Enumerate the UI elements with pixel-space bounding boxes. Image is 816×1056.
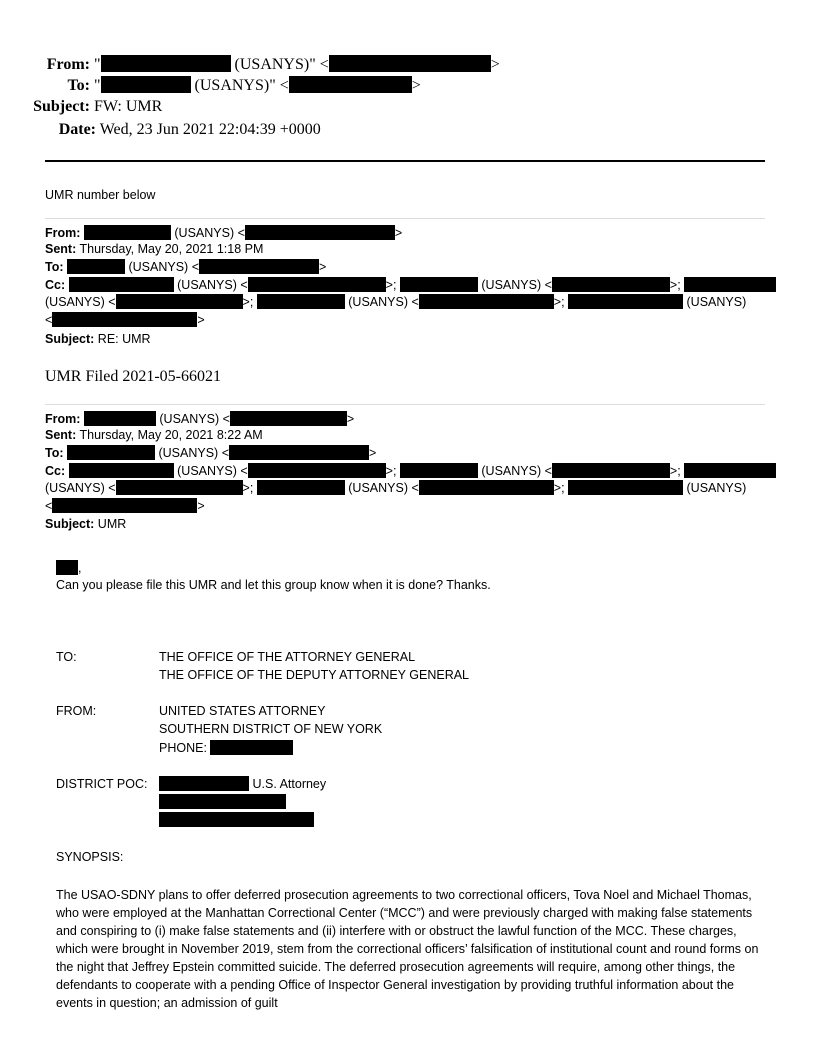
org: (USANYS) [481, 278, 542, 292]
redaction [116, 294, 243, 309]
value: UNITED STATES ATTORNEY [159, 704, 326, 718]
memo-from-line: SOUTHERN DISTRICT OF NEW YORK [159, 722, 383, 736]
label: To: [45, 260, 64, 274]
msg1-cc: Cc: (USANYS) < >; (USANYS) < >; [45, 277, 776, 292]
org: (USANYS) [348, 481, 408, 495]
memo-to-line: THE OFFICE OF THE DEPUTY ATTORNEY GENERAL [159, 668, 470, 682]
msg1-to: To: (USANYS) < > [45, 260, 327, 274]
redaction [684, 463, 776, 478]
value: Wed, 23 Jun 2021 22:04:39 +0000 [99, 121, 321, 138]
org: (USANYS) [45, 481, 105, 495]
org: (USANYS) [481, 464, 542, 478]
redaction [84, 411, 156, 426]
poc-line [159, 794, 286, 809]
synopsis-label: SYNOPSIS: [56, 850, 124, 864]
msg2-subject [45, 517, 126, 531]
label: Sent: [45, 242, 77, 256]
header-subject [0, 98, 162, 116]
redaction [101, 76, 191, 93]
label: Sent: [45, 428, 77, 442]
org: (USANYS) [158, 446, 219, 460]
redaction [52, 498, 197, 513]
synopsis-text: The USAO-SDNY plans to offer deferred prosecution agreements to two correctional officers, Tova Noel and Michael Thomas, who were employed at the Manhattan Correctional Center (“MCC”) and were previously charged with making false statements and conspiring to (i) make false statements and (ii) interfere with or obstruct the lawful function of the MCC. These charges, which were brought in November 2019, stem from the correctional officers’ falsification of institutional count and round forms on the night that Jeffrey Epstein committed suicide. The deferred prosecution agreements will require, among other things, the defendants to cooperate with a pending Office of Inspector General investigation by providing truthful information about the events in question; an admission of guilt [56, 888, 759, 1010]
redaction [684, 277, 776, 292]
label: DISTRICT POC: [56, 777, 148, 791]
org: (USANYS) [174, 226, 235, 240]
org: (USANYS) [348, 295, 408, 309]
redaction [210, 740, 293, 755]
msg2-from: From: (USANYS) < > [45, 412, 355, 426]
msg2-cc-cont2: < > [45, 499, 205, 513]
redaction [116, 480, 243, 495]
org: (USANYS) [177, 278, 237, 292]
redaction [56, 560, 78, 575]
value: UMR [97, 517, 127, 531]
header-from: From: " (USANYS)" < > [0, 55, 500, 74]
org: (USANYS)" [194, 77, 276, 94]
redaction [552, 277, 670, 292]
redaction [159, 794, 286, 809]
org: (USANYS) [686, 295, 747, 309]
comma: , [78, 561, 82, 575]
header-to: To: " (USANYS)" < > [0, 76, 421, 95]
msg2-cc-cont: (USANYS) < >; (USANYS) < >; (USANYS) [45, 481, 747, 495]
divider [45, 160, 765, 162]
redaction [248, 277, 386, 292]
redaction [69, 463, 174, 478]
redaction [84, 225, 171, 240]
label: To: [67, 77, 90, 94]
redaction [400, 277, 478, 292]
label: FROM: [56, 704, 97, 718]
memo-to [56, 650, 415, 664]
value: THE OFFICE OF THE ATTORNEY GENERAL [159, 650, 416, 664]
msg1-sent [45, 242, 263, 256]
msg1-cc-cont: (USANYS) < >; (USANYS) < >; (USANYS) [45, 295, 747, 309]
value: FW: UMR [94, 98, 163, 115]
label: Subject: [45, 332, 95, 346]
label: From: [45, 412, 81, 426]
label: Subject: [45, 517, 95, 531]
label: TO: [56, 650, 77, 664]
divider [45, 404, 765, 405]
memo-poc [56, 776, 326, 791]
redaction [159, 776, 249, 791]
memo-from [56, 704, 325, 718]
label: From: [46, 56, 90, 73]
value: RE: UMR [97, 332, 151, 346]
label: To: [45, 446, 64, 460]
label: Date: [58, 121, 96, 138]
msg2-to: To: (USANYS) < > [45, 446, 377, 460]
redaction [67, 259, 125, 274]
intro-text: UMR number below [45, 188, 156, 202]
redaction [229, 445, 369, 460]
redaction [230, 411, 347, 426]
header-date [0, 121, 321, 139]
redaction [400, 463, 478, 478]
redaction [257, 294, 345, 309]
msg2-cc: Cc: (USANYS) < >; (USANYS) < >; [45, 463, 776, 478]
redaction [568, 294, 683, 309]
redaction [245, 225, 395, 240]
umr-filed-text: UMR Filed 2021-05-66021 [45, 368, 221, 385]
org: (USANYS) [177, 464, 237, 478]
org: (USANYS) [45, 295, 105, 309]
divider [45, 218, 765, 219]
label: Cc: [45, 464, 66, 478]
redaction [248, 463, 386, 478]
value: U.S. Attorney [252, 777, 327, 791]
label: Cc: [45, 278, 66, 292]
msg1-from: From: (USANYS) < > [45, 226, 403, 240]
redaction [159, 812, 314, 827]
msg2-sent [45, 428, 263, 442]
org: (USANYS) [159, 412, 220, 426]
msg1-cc-cont2: < > [45, 313, 205, 327]
redaction [69, 277, 174, 292]
redaction [101, 55, 231, 72]
org: (USANYS)" [234, 56, 316, 73]
org: (USANYS) [128, 260, 189, 274]
label: PHONE: [159, 741, 207, 755]
msg1-subject [45, 332, 151, 346]
request-text: Can you please file this UMR and let this group know when it is done? Thanks. [56, 578, 491, 592]
poc-line [159, 812, 314, 827]
label: From: [45, 226, 81, 240]
value: Thursday, May 20, 2021 1:18 PM [79, 242, 264, 256]
redaction [419, 480, 554, 495]
redaction [257, 480, 345, 495]
redaction [552, 463, 670, 478]
redaction [289, 76, 412, 93]
org: (USANYS) [686, 481, 747, 495]
redaction [52, 312, 197, 327]
redaction [329, 55, 491, 72]
redaction [199, 259, 319, 274]
memo-phone [159, 740, 293, 755]
redaction [419, 294, 554, 309]
label: Subject: [33, 98, 90, 115]
redaction [67, 445, 155, 460]
redaction [568, 480, 683, 495]
value: Thursday, May 20, 2021 8:22 AM [79, 428, 263, 442]
greeting [56, 560, 81, 575]
